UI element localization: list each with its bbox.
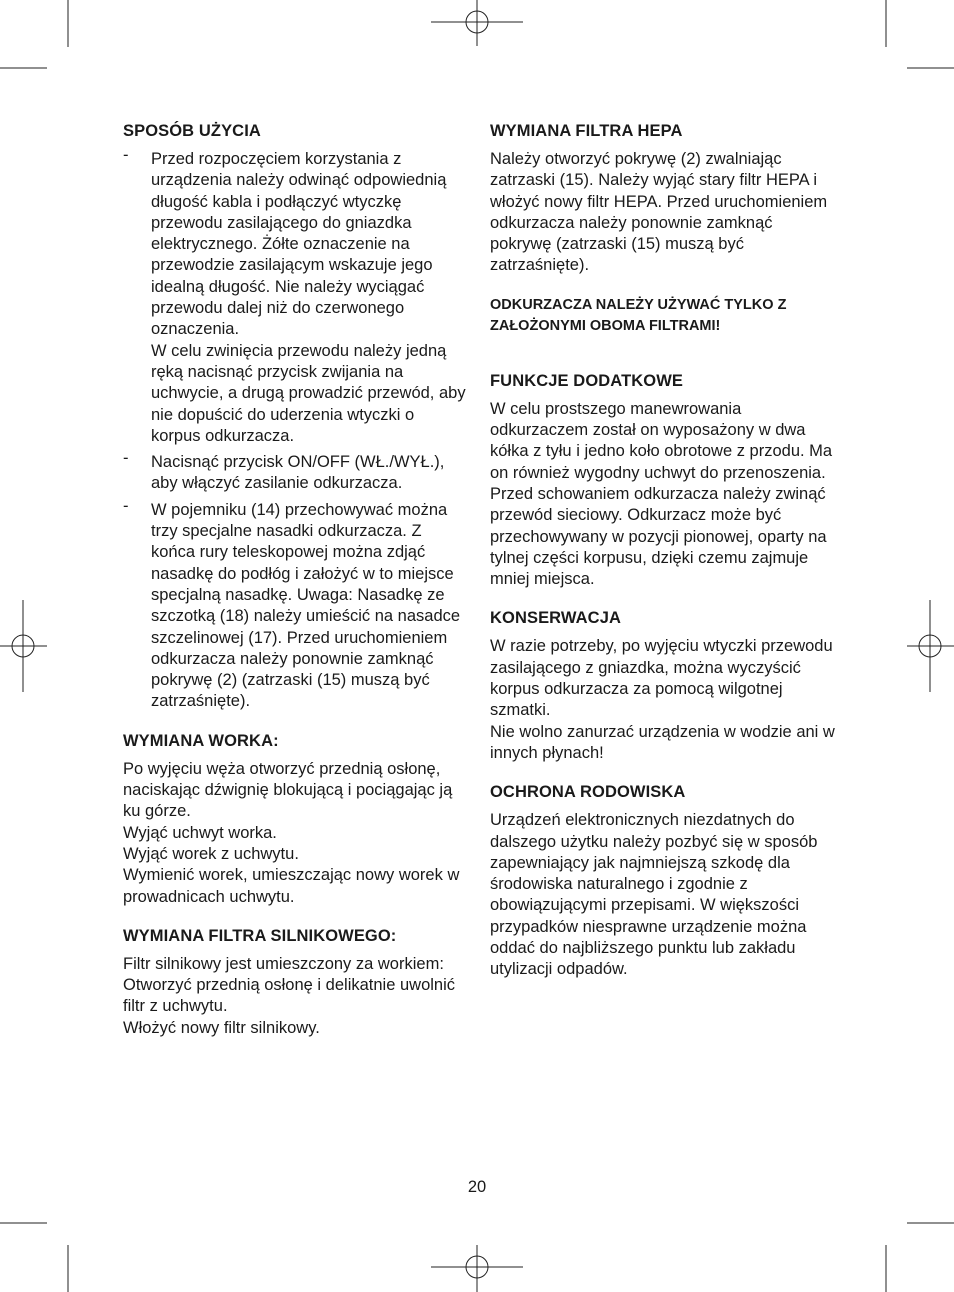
filter-warning: ODKURZACZA NALEŻY UŻYWAĆ TYLKO Z ZAŁOŻONYMI OBOMA FILTRAMI!	[490, 296, 787, 334]
extra-functions-line: W celu prostszego manewrowania odkurzaczem został on wyposażony w dwa kółka z tyłu i jedno koło obrotowe z przodu. Ma on również wygodny uchwyt do przenoszenia.	[490, 399, 833, 482]
bullet-dash: -	[123, 146, 129, 164]
usage-section	[123, 119, 468, 713]
bag-line: Wyjąć worek z uchwytu.	[123, 844, 299, 863]
usage-bullet	[123, 496, 468, 713]
motor-filter-section	[123, 924, 468, 1039]
environment-text: Urządzeń elektronicznych niezdatnych do dalszego użytku należy pozbyć się w sposób zapewniający jak najmniejszą szkodę dla środowiska naturalnego i zgodnie z obowiązującymi przepisami. W większości przypadków niesprawne urządzenie można oddać do najbliższego punktu lub zakładu utylizacji odpadów.	[490, 811, 818, 979]
left-column	[123, 119, 468, 1055]
usage-heading: SPOSÓB UŻYCIA	[123, 122, 261, 140]
maintenance-section	[490, 606, 835, 764]
bullet-dash: -	[123, 496, 129, 515]
page-number: 20	[467, 1178, 487, 1196]
bag-line: Wyjąć uchwyt worka.	[123, 823, 277, 842]
motor-filter-heading: WYMIANA FILTRA SILNIKOWEGO:	[123, 926, 397, 945]
extra-functions-line: Przed schowaniem odkurzacza należy zwinąć przewód sieciowy. Odkurzacz może być przechowywany w pozycji pionowej, oparty na tylnej części korpusu, dzięki czemu zajmuje mniej miejsca.	[490, 484, 827, 589]
maintenance-line: W razie potrzeby, po wyjęciu wtyczki przewodu zasilającego z gniazdka, można wyczyścić korpus odkurzacza za pomocą wilgotnej szmatki.	[490, 637, 833, 720]
bag-heading: WYMIANA WORKA:	[123, 731, 279, 750]
bullet-text-continued: W celu zwinięcia przewodu należy jedną ręką nacisnąć przycisk zwijania na uchwycie, a drugą prowadzić przewód, aby nie dopuścić do uderzenia wtyczki o korpus odkurzacza.	[151, 341, 466, 445]
hepa-section	[490, 119, 835, 337]
usage-bullet	[123, 449, 468, 495]
bag-line: Wymienić worek, umieszczając nowy worek w prowadnicach uchwytu.	[123, 866, 460, 906]
motor-filter-line: Filtr silnikowy jest umieszczony za workiem:	[123, 954, 444, 973]
bullet-text: W pojemniku (14) przechowywać można trzy specjalne nasadki odkurzacza. Z końca rury teleskopowej można zdjąć nasadkę do podłóg i założyć w to miejsce specjalną nasadkę. Uwaga: Nasadkę ze szczotką (18) należy umieścić na nasadce szczelinowej (17). Przed uruchomieniem odkurzacza należy ponownie zamknąć pokrywę (2) (zatrzaski (15) muszą być zatrzaśnięte).	[151, 500, 461, 711]
bag-line: Po wyjęciu węża otworzyć przednią osłonę, naciskając dźwignię blokującą i pociągając ją ku górze.	[123, 759, 453, 821]
extra-functions-heading: FUNKCJE DODATKOWE	[490, 371, 683, 390]
bag-section	[123, 729, 468, 908]
right-column	[490, 119, 835, 997]
bullet-text: Przed rozpoczęciem korzystania z urządzenia należy odwinąć odpowiednią długość kabla i podłączyć wtyczkę przewodu zasilającego do gniazdka elektrycznego. Żółte oznaczenie na przewodzie zasilającym wskazuje jego idealną długość. Nie należy wyciągać przewodu dalej niż do czerwonego oznaczenia.	[151, 150, 447, 339]
hepa-heading: WYMIANA FILTRA HEPA	[490, 122, 683, 140]
extra-functions-section	[490, 369, 835, 591]
bullet-dash: -	[123, 449, 129, 468]
hepa-text: Należy otworzyć pokrywę (2) zwalniając zatrzaski (15). Należy wyjąć stary filtr HEPA i włożyć nowy filtr HEPA. Przed uruchomieniem odkurzacza należy ponownie zamknąć pokrywę (zatrzaski (15) muszą być zatrzaśnięte).	[490, 150, 828, 275]
bullet-text: Nacisnąć przycisk ON/OFF (WŁ./WYŁ.), aby włączyć zasilanie odkurzacza.	[151, 453, 445, 493]
motor-filter-line: Włożyć nowy filtr silnikowy.	[123, 1018, 320, 1037]
environment-section	[490, 780, 835, 980]
maintenance-heading: KONSERWACJA	[490, 609, 621, 628]
usage-bullet	[123, 146, 468, 447]
motor-filter-line: Otworzyć przednią osłonę i delikatnie uwolnić filtr z uchwytu.	[123, 976, 455, 1016]
maintenance-line: Nie wolno zanurzać urządzenia w wodzie ani w innych płynach!	[490, 722, 835, 762]
environment-heading: OCHRONA RODOWISKA	[490, 783, 686, 802]
